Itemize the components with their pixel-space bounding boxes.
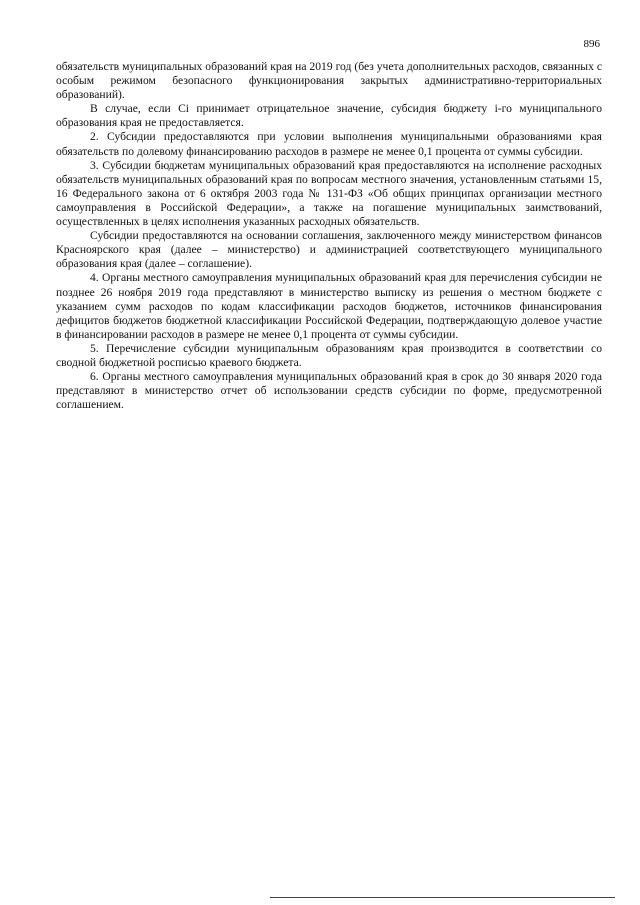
page-bottom-rule (270, 897, 615, 898)
paragraph-continuation: обязательств муниципальных образований края на 2019 год (без учета дополнительных расходов, связанных с особым режимом безопасного функционирования закрытых административно-территориальных образований). (56, 60, 602, 102)
page-number: 896 (583, 38, 600, 50)
document-body (56, 60, 602, 412)
paragraph-clause-6: 6. Органы местного самоуправления муниципальных образований края в срок до 30 января 2020 года представляют в министерство отчет об использовании средств субсидии по форме, предусмотренной соглашением. (56, 370, 602, 412)
paragraph-negative-value: В случае, если Ci принимает отрицательное значение, субсидия бюджету i-го муниципального образования края не предоставляется. (56, 102, 602, 130)
paragraph-agreement: Субсидии предоставляются на основании соглашения, заключенного между министерством финансов Красноярского края (далее – министерство) и администрацией соответствующего муниципального образования края (далее – соглашение). (56, 229, 602, 271)
paragraph-clause-2: 2. Субсидии предоставляются при условии выполнения муниципальными образованиями края обязательств по долевому финансированию расходов в размере не менее 0,1 процента от суммы субсидии. (56, 130, 602, 158)
paragraph-clause-5: 5. Перечисление субсидии муниципальным образованиям края производится в соответствии со сводной бюджетной росписью краевого бюджета. (56, 341, 602, 369)
paragraph-clause-4: 4. Органы местного самоуправления муниципальных образований края для перечисления субсидии не позднее 26 ноября 2019 года представляют в министерство выписку из решения о местном бюджете с указанием сумм расходов по кодам классификации расходов бюджетов, источников финансирования дефицитов бюджетов бюджетной классификации Российской Федерации, подтверждающую долевое участие в финансировании расходов в размере не менее 0,1 процента от суммы субсидии. (56, 271, 602, 341)
paragraph-clause-3: 3. Субсидии бюджетам муниципальных образований края предоставляются на исполнение расходных обязательств муниципальных образований края по вопросам местного значения, установленным статьями 15, 16 Федерального закона от 6 октября 2003 года № 131-ФЗ «Об общих принципах организации местного самоуправления в Российской Федерации», а также на погашение муниципальных заимствований, осуществленных в целях исполнения указанных расходных обязательств. (56, 158, 602, 229)
